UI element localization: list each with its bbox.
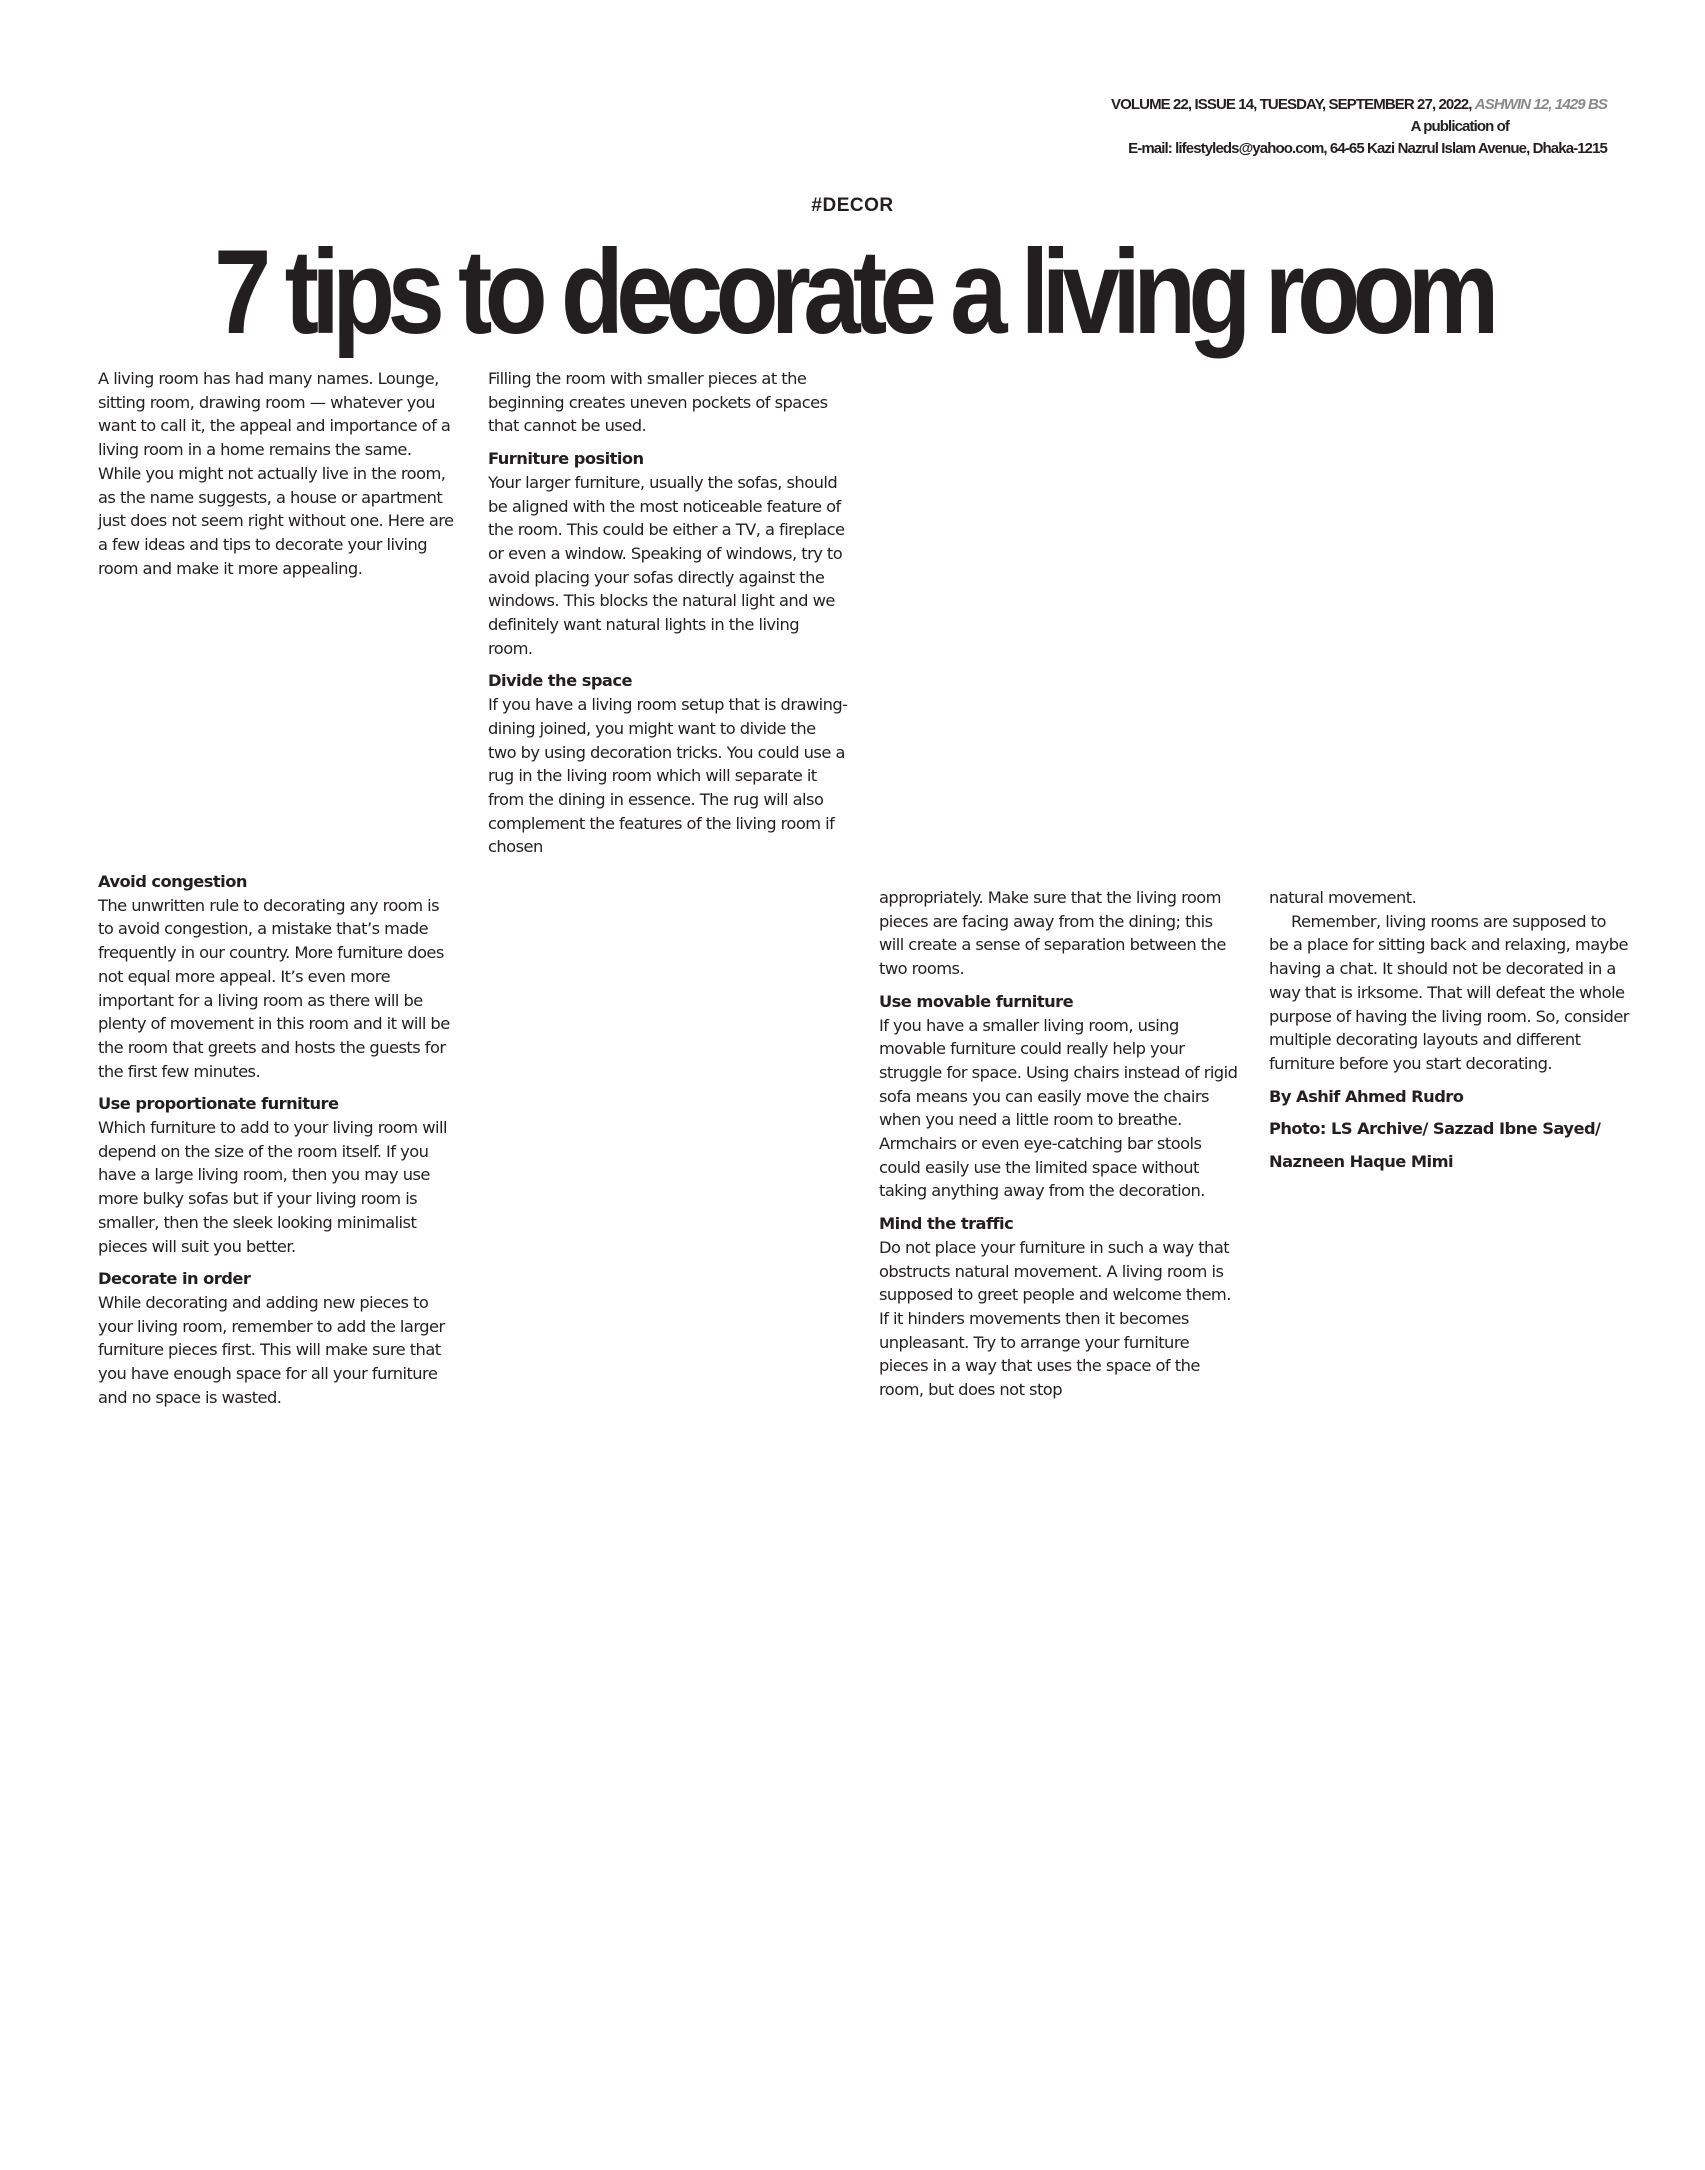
contact-line: E-mail: lifestyleds@yahoo.com, 64-65 Kazi Nazrul Islam Avenue, Dhaka-1215 (1128, 140, 1607, 157)
column-3 (879, 886, 1239, 1411)
column-2 (488, 367, 848, 868)
issue-info: VOLUME 22, ISSUE 14, TUESDAY, SEPTEMBER 27, 2022, (1111, 96, 1472, 113)
tip-body-continued: appropriately. Make sure that the living room pieces are facing away from the dining; this will create a sense of separation between the two rooms. (879, 888, 1226, 979)
tip-heading: Mind the traffic (879, 1214, 1014, 1234)
tip-heading: Divide the space (488, 671, 632, 691)
tip-body: While decorating and adding new pieces to your living room, remember to add the larger furniture pieces first. This will make sure that you have enough space for all your furniture and no space is wasted. (98, 1292, 445, 1407)
intro-paragraph: A living room has had many names. Lounge, sitting room, drawing room — whatever you want to call it, the appeal and importance of a living room in a home remains the same. While you might not actually live in the room, as the name suggests, a house or apartment just does not seem right without one. Here are a few ideas and tips to decorate your living room and make it more appealing. (98, 369, 454, 578)
tip-heading: Use movable furniture (879, 991, 1074, 1011)
tip-body: If you have a living room setup that is drawing-dining joined, you might want to divide the two by using decoration tricks. You could use a rug in the living room which will separate it from the dining in essence. The rug will also complement the features of the living room if chosen (488, 695, 848, 857)
photo-credit-continued: Nazneen Haque Mimi (1269, 1152, 1454, 1172)
byline: By Ashif Ahmed Rudro (1269, 1086, 1464, 1106)
tip-heading: Decorate in order (98, 1269, 251, 1289)
issue-line (1111, 94, 1607, 116)
tip-heading: Furniture position (488, 449, 644, 469)
tip-body: Your larger furniture, usually the sofas, should be aligned with the most noticeable feature of the room. This could be either a TV, a fireplace or even a window. Speaking of windows, try to avoid placing your sofas directly against the windows. This blocks the natural light and we definitely want natural lights in the living room. (488, 472, 845, 658)
column-1-lower (98, 870, 458, 1418)
column-4 (1269, 886, 1629, 1183)
article-title-text: 7 tips to decorate a living room (213, 225, 1492, 359)
tip-heading: Avoid congestion (98, 872, 247, 891)
publication-line: A publication of (1410, 118, 1509, 135)
tip-body: Which furniture to add to your living room will depend on the size of the room itself. If you have a large living room, then you may use more bulky sofas but if your living room is smaller, then the sleek looking minimalist pieces will suit you better. (98, 1118, 447, 1256)
photo-credit: Photo: LS Archive/ Sazzad Ibne Sayed/ (1269, 1119, 1601, 1139)
tip-body: If you have a smaller living room, using movable furniture could really help your struggle for space. Using chairs instead of rigid sofa means you can easily move the chairs when you need a little room to breathe. Armchairs or even eye-catching bar stools could easily use the limited space without taking anything away from the decoration. (879, 1015, 1238, 1201)
tip-body: The unwritten rule to decorating any room is to avoid congestion, a mistake that’s made frequently in our country. More furniture does not equal more appeal. It’s even more important for a living room as there will be plenty of movement in this room and it will be the room that greets and hosts the guests for the first few minutes. (98, 895, 450, 1081)
section-tag: #DECOR (811, 195, 894, 216)
tip-heading: Use proportionate furniture (98, 1094, 339, 1114)
tip-body-continued: natural movement. (1269, 888, 1417, 907)
bengali-date: ASHWIN 12, 1429 BS (1474, 96, 1607, 113)
masthead (1111, 94, 1607, 160)
intro-column (98, 367, 458, 589)
article-title (0, 222, 1705, 362)
closing-paragraph: Remember, living rooms are supposed to be a place for sitting back and relaxing, maybe having a chat. It should not be decorated in a way that is irksome. That will defeat the whole purpose of having the living room. So, consider multiple decorating layouts and different furniture before you start decorating. (1269, 911, 1629, 1073)
tip-body: Do not place your furniture in such a way that obstructs natural movement. A living room is supposed to greet people and welcome them. If it hinders movements then it becomes unpleasant. Try to arrange your furniture pieces in a way that uses the space of the room, but does not stop (879, 1237, 1231, 1400)
tip-body-continued: Filling the room with smaller pieces at the beginning creates uneven pockets of spaces that cannot be used. (488, 369, 828, 436)
